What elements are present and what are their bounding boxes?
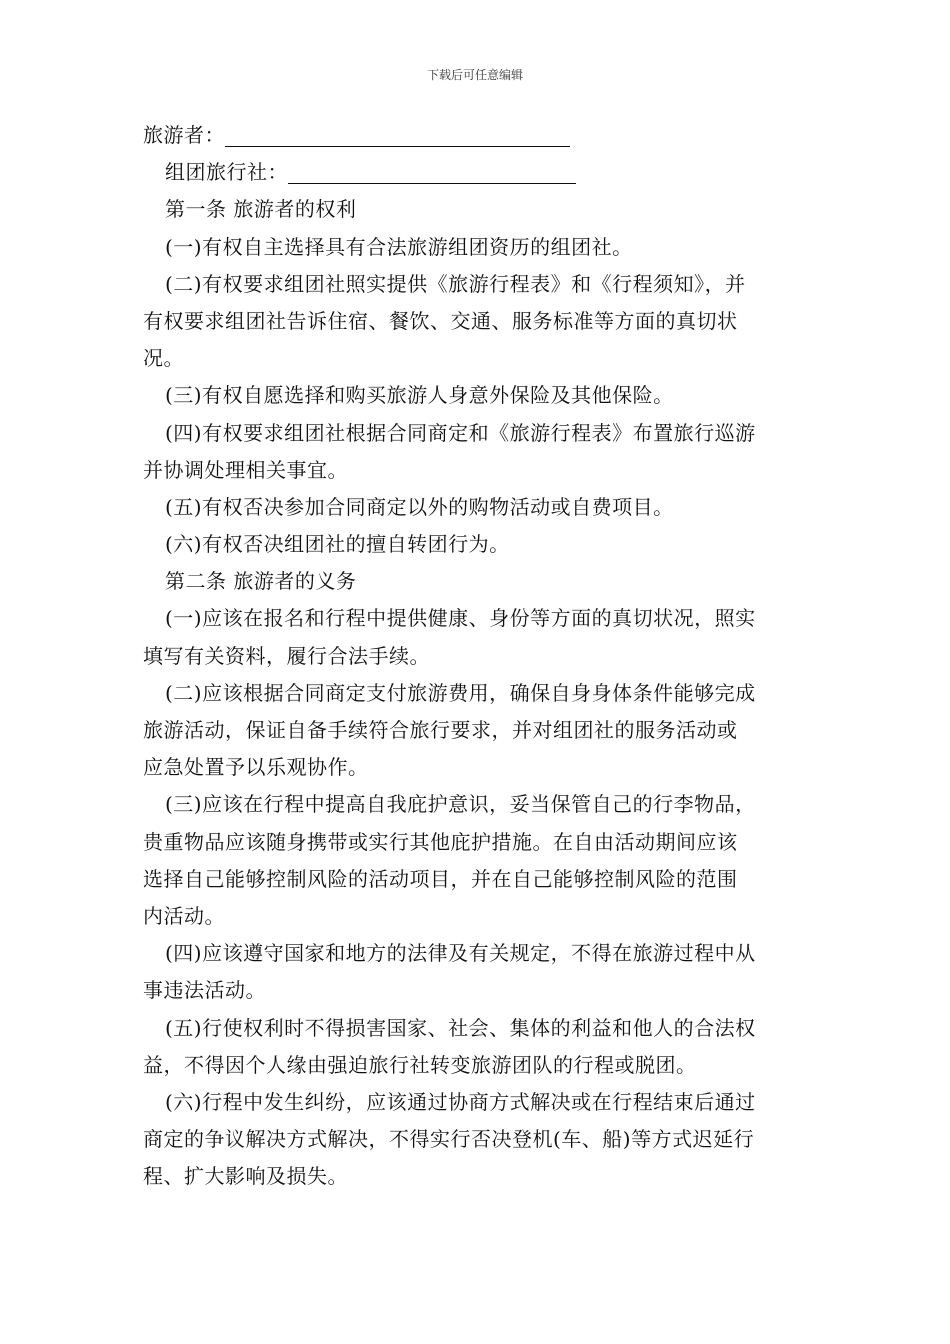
text-line: 有权要求组团社告诉住宿、餐饮、交通、服务标准等方面的真切状 xyxy=(143,308,738,333)
tourist-label: 旅游者： xyxy=(143,123,225,147)
text-line: (一)有权自主选择具有合法旅游组团资历的组团社。 xyxy=(165,234,633,259)
text-line: 程、扩大影响及损失。 xyxy=(143,1164,348,1189)
text-line: 益，不得因个人缘由强迫旅行社转变旅游团队的行程或脱团。 xyxy=(143,1052,697,1077)
text-line: 商定的争议解决方式解决，不得实行否决登机(车、船)等方式迟延行 xyxy=(143,1127,755,1152)
text-line: (三)应该在行程中提高自我庇护意识，妥当保管自己的行李物品， xyxy=(165,792,756,817)
text-line: 第一条 旅游者的权利 xyxy=(165,197,357,222)
text-line: (六)行程中发生纠纷，应该通过协商方式解决或在行程结束后通过 xyxy=(165,1089,756,1114)
text-line: 选择自己能够控制风险的活动项目，并在自己能够控制风险的范围 xyxy=(143,866,738,891)
agency-blank-line[interactable] xyxy=(288,161,576,184)
text-line: 内活动。 xyxy=(143,903,225,928)
text-line: 填写有关资料，履行合法手续。 xyxy=(143,643,430,668)
text-line: 第二条 旅游者的义务 xyxy=(165,569,357,594)
page-header: 下载后可任意编辑 xyxy=(426,68,523,82)
text-line: 况。 xyxy=(143,346,184,371)
text-line: (二)应该根据合同商定支付旅游费用，确保自身身体条件能够完成 xyxy=(165,680,756,705)
clauses xyxy=(143,191,809,1195)
text-line: (三)有权自愿选择和购买旅游人身意外保险及其他保险。 xyxy=(165,383,674,408)
text-line: (四)应该遵守国家和地方的法律及有关规定，不得在旅游过程中从 xyxy=(165,941,756,966)
text-line: (四)有权要求组团社根据合同商定和《旅游行程表》布置旅行巡游 xyxy=(165,420,756,445)
tourist-field xyxy=(143,117,809,154)
agency-label: 组团旅行社： xyxy=(165,160,288,185)
text-line: (五)有权否决参加合同商定以外的购物活动或自费项目。 xyxy=(165,494,674,519)
text-line: (六)有权否决组团社的擅自转团行为。 xyxy=(165,532,510,557)
text-line: (五)行使权利时不得损害国家、社会、集体的利益和他人的合法权 xyxy=(165,1015,756,1040)
text-line: 贵重物品应该随身携带或实行其他庇护措施。在自由活动期间应该 xyxy=(143,829,738,854)
document-body xyxy=(143,117,809,1195)
text-line: (二)有权要求组团社照实提供《旅游行程表》和《行程须知》，并 xyxy=(165,271,746,296)
text-line: (一)应该在报名和行程中提供健康、身份等方面的真切状况，照实 xyxy=(165,606,756,631)
agency-field xyxy=(143,154,809,191)
text-line: 事违法活动。 xyxy=(143,978,266,1003)
tourist-blank-line[interactable] xyxy=(225,124,570,147)
text-line: 并协调处理相关事宜。 xyxy=(143,457,348,482)
text-line: 旅游活动，保证自备手续符合旅行要求，并对组团社的服务活动或 xyxy=(143,718,738,742)
text-line: 应急处置予以乐观协作。 xyxy=(143,755,369,780)
